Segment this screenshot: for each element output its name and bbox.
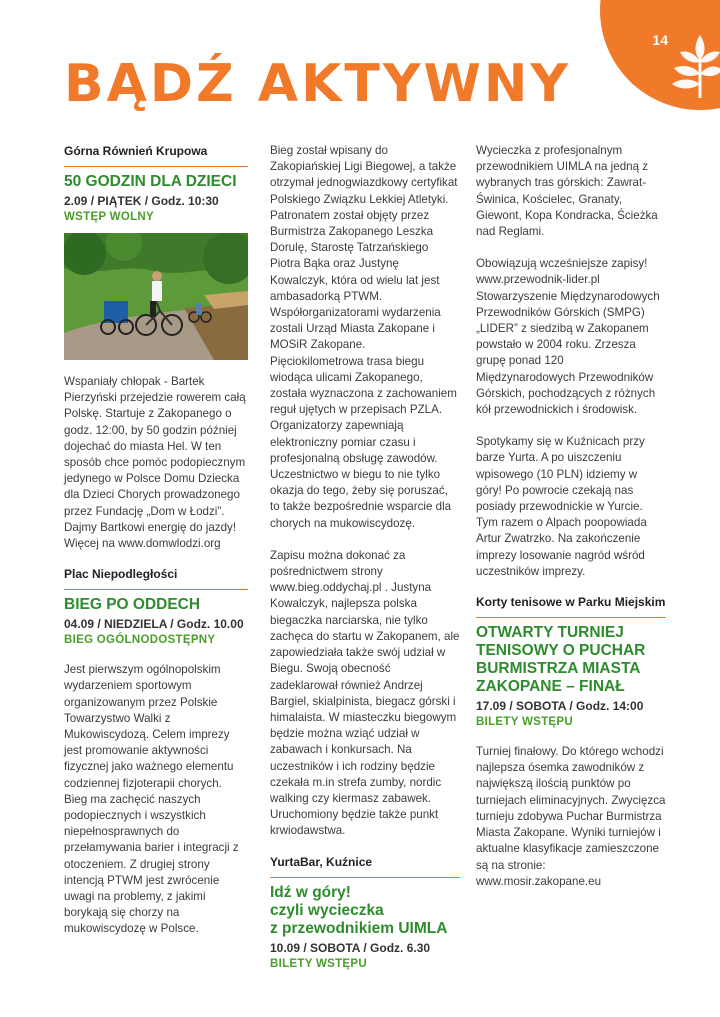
event-description: Bieg został wpisany do Zakopiańskiej Ligi Biegowej, a także otrzymał jednogwiazdkowy certyfikat Polskiego Związku Lekkiej Atletyki. Patronatem został objęty przez Burmistrza Zakopanego Leszka Dorulę, Starostę Tatrzańskiego Piotra Bąka oraz Justynę Kowalczyk, która od wielu lat jest ambasadorką PTWM. Współorganizatorami wydarzenia zostali Urząd Miasta Zakopane i MOSiR Zakopane. Pięciokilometrowa trasa biegu wiodąca ulicami Zakopanego, została wyznaczona z zachowaniem reguł ujętych w przepisach PZLA. Organizatorzy zapewniają elektroniczny pomiar czasu i profesjonalną obsługę zawodów. Uczestnictwo w biegu to nie tylko okazja do tego, żeby się poruszać, to także bezpośrednie wsparcie dla chorych na mukowiscydozę. [270, 144, 458, 530]
event-location: Górna Równień Krupowa [64, 144, 208, 158]
wheat-icon [660, 30, 720, 100]
page-number: 14 [652, 32, 668, 48]
event-description: Wycieczka z profesjonalnym przewodnikiem UIMLA na jedną z wybranych tras górskich: Zawrat-Świnica, Kościelec, Granaty, Giewont, Kopa Kondracka, Ścieżka nad Reglami. [476, 144, 658, 239]
event-description: Jest pierwszym ogólnopolskim wydarzeniem sportowym organizowanym przez Polskie Towarzystwo Walki z Mukowiscydozą. Celem imprezy jest promowanie aktywności fizycznej jako ważnego elementu codziennej fizjoterapii chorych. Bieg ma zachęcić naszych podopiecznych i wszystkich niepełnosprawnych do przełamywania barier i integracji z otoczeniem. Z drugiej strony intencją PTWM jest zwrócenie uwagi na problemy, z jakimi borykają się chorzy na mukowiscydozę w Polsce. [64, 663, 239, 936]
event-entry: BILETY WSTĘPU [270, 957, 367, 970]
event-title-line: BURMISTRZA MIASTA [476, 660, 641, 678]
event-entry: BIEG OGÓLNODOSTĘPNY [64, 634, 216, 647]
column-3 [476, 143, 666, 890]
event-date: 2.09 / PIĄTEK / Godz. 10:30 [64, 194, 219, 208]
divider [64, 166, 248, 167]
event-entry: BILETY WSTĘPU [476, 716, 573, 729]
event-date: 04.09 / NIEDZIELA / Godz. 10.00 [64, 617, 244, 632]
event-date: 10.09 / SOBOTA / Godz. 6.30 [270, 940, 431, 955]
event-description: Zapisu można dokonać za pośrednictwem strony www.bieg.oddychaj.pl . Justyna Kowalczyk, najlepsza polska biegaczka narciarska, nie tylko zachęca do startu w Zakopanem, ale zapowiedziała także swój udział w Biegu. Swoją obecność zadeklarował również Andrzej Bargiel, skialpinista, biegacz górski i himalaista. W miasteczku biegowym będzie można wziąć udział w zabawach i konkursach. Na uczestników i ich rodziny będzie czekała m.in strefa zumby, nordic walking czy kiermasz zabawek. Uruchomiony będzie także punkt krwiodawstwa. [270, 548, 460, 838]
event-location: YurtaBar, Kuźnice [270, 854, 373, 869]
event-description: Obowiązują wcześniejsze zapisy! www.przewodnik-lider.pl Stowarzyszenie Międzynarodowych Przewodników Górskich (SMPG) „LIDER” z siedzibą w Zakopanem powstało w 2004 roku. Zrzesza grupę ponad 120 Międzynarodowych Przewodników Górskich, pochodzących z różnych kół przewodnickich i środowisk. [476, 257, 660, 417]
event-title-line: czyli wycieczka [270, 901, 384, 919]
event-description: Turniej finałowy. Do którego wchodzi najlepsza ósemka zawodników z największą ilością punktów po turniejach eliminacyjnych. Zwycięzca turnieju zdobywa Puchar Burmistrza Miasta Zakopane. Wyniki turniejów i aktualne klasyfikacje zamieszczone są na stronie: www.mosir.zakopane.eu [476, 745, 666, 888]
event-title-line: TENISOWY O PUCHAR [476, 642, 646, 660]
event-title-line: z przewodnikiem UIMLA [270, 919, 448, 937]
event-title-line: Idź w góry! [270, 883, 351, 901]
event-description: Spotykamy się w Kuźnicach przy barze Yurta. A po uiszczeniu wpisowego (10 PLN) idziemy w góry! Po powrocie czekają nas posiady przewodnickie w Yurcie. Tym razem o Alpach poopowiada Artur Zwatrzko. Na zakończenie imprezy losowanie nagród wśród uczestników imprezy. [476, 435, 647, 578]
event-title: BIEG PO ODDECH [64, 596, 201, 614]
divider [270, 877, 460, 878]
event-description: Wspaniały chłopak - Bartek Pierzyński przejedzie rowerem całą Polskę. Startuje z Zakopanego o godz. 12:00, by 50 godzin później dojechać do miasta Hel. W ten sposób chce pomóc podopiecznym jedynego w Polsce Domu Dziecka dla Dzieci Chorych prowadzonego przez Fundację „Dom w Łodzi”. Dajmy Bartkowi energię do jazdy! Więcej na www.domwlodzi.org [64, 375, 246, 551]
column-2 [270, 143, 460, 972]
event-date: 17.09 / SOBOTA / Godz. 14:00 [476, 699, 644, 714]
cyclist-photo [64, 233, 248, 360]
page-corner [600, 0, 720, 110]
page-headline: BĄDŹ AKTYWNY [64, 54, 572, 114]
event-title-line: ZAKOPANE – FINAŁ [476, 678, 625, 696]
divider [64, 589, 248, 590]
event-entry: WSTĘP WOLNY [64, 211, 154, 223]
divider [476, 617, 666, 618]
column-1 [64, 143, 248, 938]
event-location: Plac Niepodległości [64, 567, 178, 582]
event-title: 50 GODZIN DLA DZIECI [64, 173, 237, 190]
event-title-line: OTWARTY TURNIEJ [476, 624, 624, 642]
event-location: Korty tenisowe w Parku Miejskim [476, 595, 666, 610]
